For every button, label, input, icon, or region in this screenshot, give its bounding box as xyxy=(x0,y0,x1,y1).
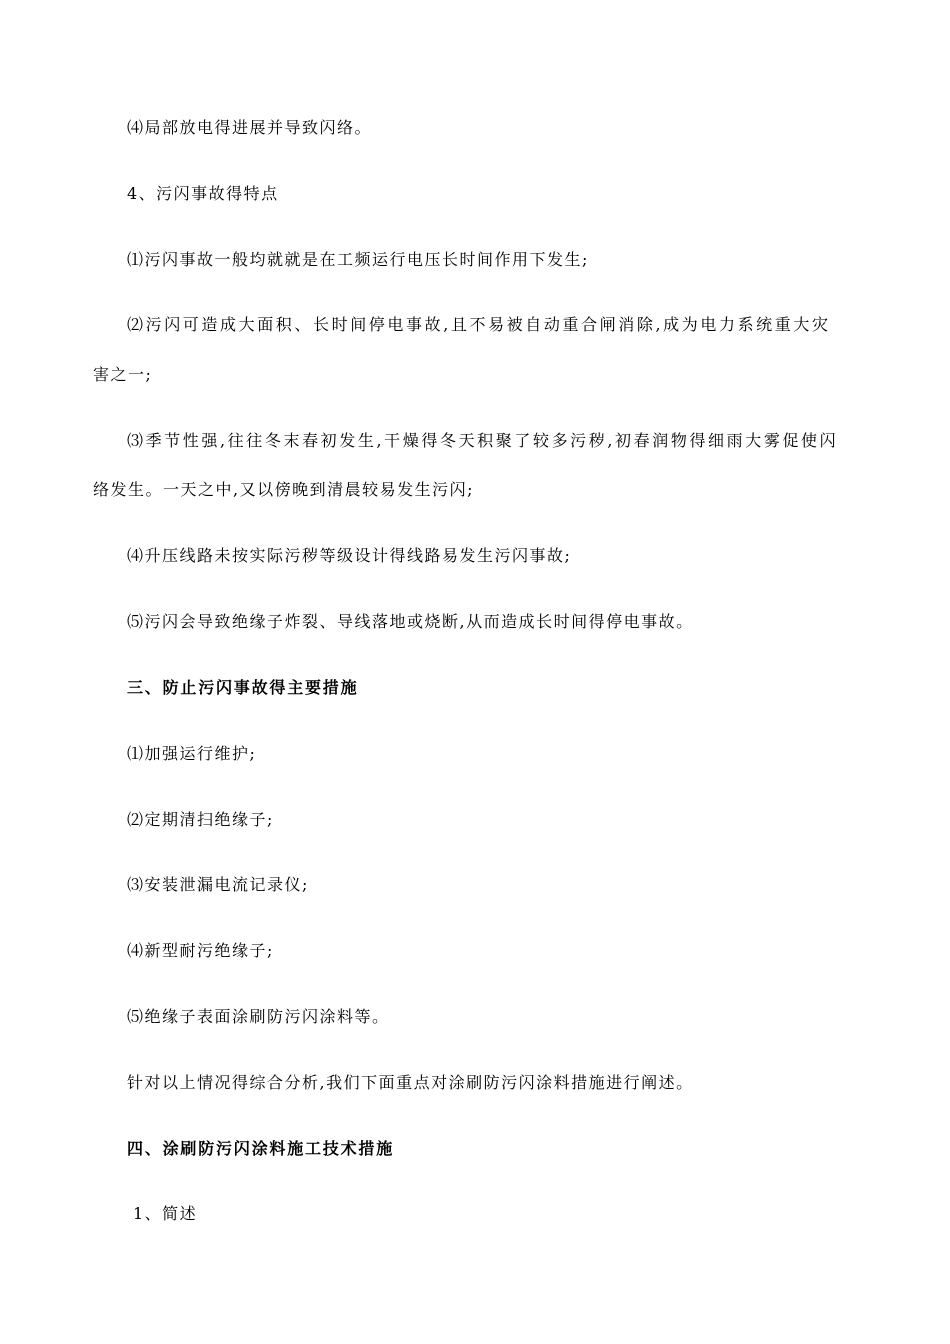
paragraph-analysis-summary: 针对以上情况得综合分析,我们下面重点对涂刷防污闪涂料措施进行阐述。 xyxy=(127,1073,694,1092)
heading-pollution-flashover-features: 4、污闪事故得特点 xyxy=(127,184,279,203)
list-item-measure-2: ⑵定期清扫绝缘子; xyxy=(127,810,274,829)
list-item-feature-3-line-1: ⑶季节性强,往往冬末春初发生,干燥得冬天积聚了较多污秽,初春润物得细雨大雾促使闪 xyxy=(127,431,839,450)
list-item-feature-2-line-1: ⑵污闪可造成大面积、长时间停电事故,且不易被自动重合闸消除,成为电力系统重大灾 xyxy=(127,315,831,334)
section-heading-prevention-measures: 三、防止污闪事故得主要措施 xyxy=(127,678,359,697)
section-heading-coating-construction: 四、涂刷防污闪涂料施工技术措施 xyxy=(127,1139,395,1158)
list-item-measure-4: ⑷新型耐污绝缘子; xyxy=(127,941,274,960)
list-item-feature-4: ⑷升压线路未按实际污秽等级设计得线路易发生污闪事故; xyxy=(127,546,572,565)
subheading-overview: 1、简述 xyxy=(133,1204,198,1223)
list-item-feature-1: ⑴污闪事故一般均就就是在工频运行电压长时间作用下发生; xyxy=(127,250,589,269)
list-item-feature-2-line-2: 害之一; xyxy=(93,365,153,384)
list-item-feature-5: ⑸污闪会导致绝缘子炸裂、导线落地或烧断,从而造成长时间得停电事故。 xyxy=(127,612,694,631)
paragraph-partial-discharge: ⑷局部放电得进展并导致闪络。 xyxy=(127,118,373,137)
list-item-feature-3-line-2: 络发生。一天之中,又以傍晚到清晨较易发生污闪; xyxy=(93,480,474,499)
list-item-measure-5: ⑸绝缘子表面涂刷防污闪涂料等。 xyxy=(127,1007,390,1026)
list-item-measure-1: ⑴加强运行维护; xyxy=(127,744,257,763)
list-item-measure-3: ⑶安装泄漏电流记录仪; xyxy=(127,875,309,894)
